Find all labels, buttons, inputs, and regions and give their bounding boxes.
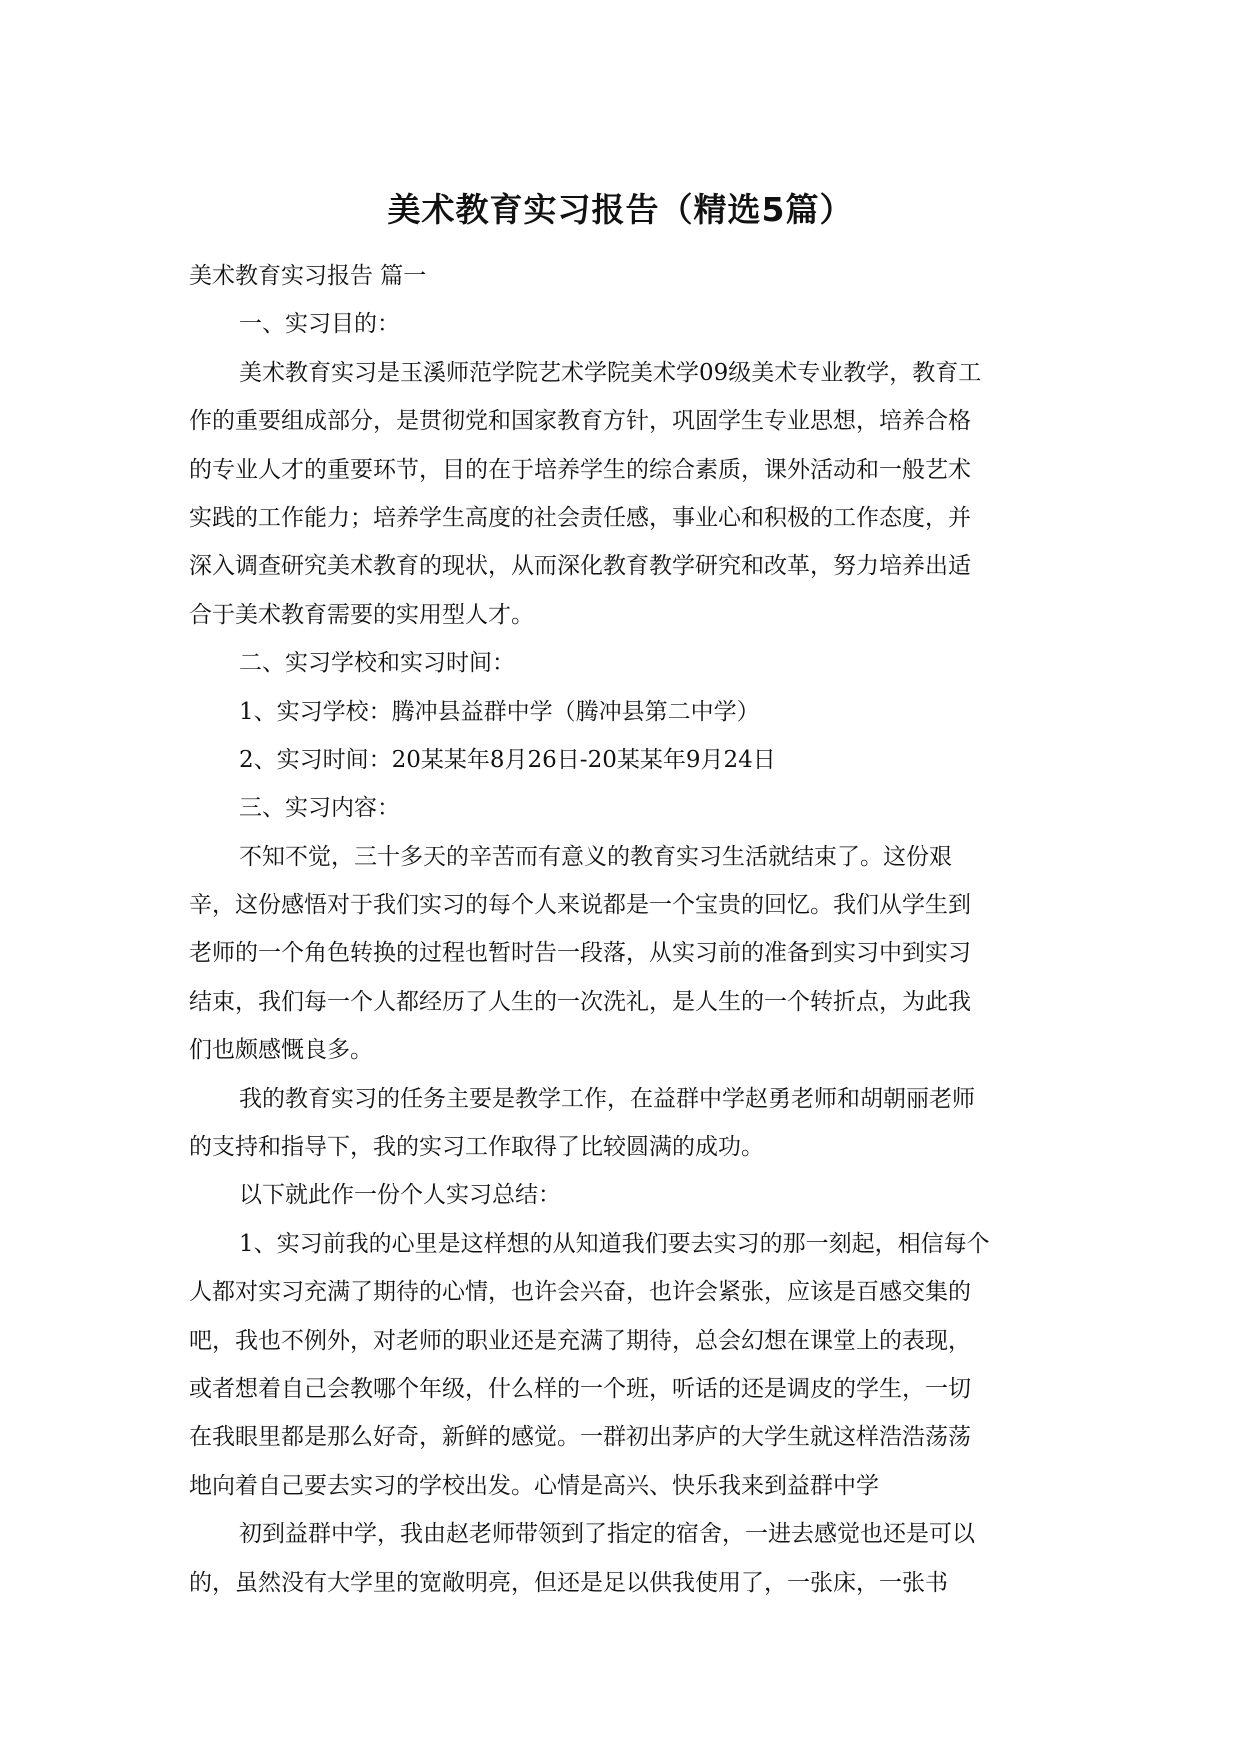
text-line: 不知不觉，三十多天的辛苦而有意义的教育实习生活就结束了。这份艰 [239, 843, 952, 870]
subheading-content: 三、实习内容： [239, 795, 400, 822]
section-heading: 美术教育实习报告 篇一 [189, 263, 427, 289]
text-line: 1、实习前我的心里是这样想的从知道我们要去实习的那一刻起，相信每个 [239, 1230, 990, 1257]
text-line: 或者想着自己会教哪个年级，什么样的一个班，听话的还是调皮的学生，一切 [189, 1375, 971, 1402]
text-line: 的支持和指导下，我的实习工作取得了比较圆满的成功。 [189, 1134, 764, 1161]
text-line: 结束，我们每一个人都经历了人生的一次洗礼，是人生的一个转折点，为此我 [189, 988, 971, 1015]
text-line: 美术教育实习是玉溪师范学院艺术学院美术学09级美术专业教学，教育工 [239, 359, 982, 386]
text-line: 作的重要组成部分，是贯彻党和国家教育方针，巩固学生专业思想，培养合格 [189, 408, 971, 435]
document-body [189, 252, 1059, 1607]
text-line: 地向着自己要去实习的学校出发。心情是高兴、快乐我来到益群中学 [189, 1472, 879, 1499]
text-line: 1、实习学校：腾冲县益群中学（腾冲县第二中学） [239, 698, 760, 725]
text-line: 实践的工作能力；培养学生高度的社会责任感，事业心和积极的工作态度，并 [189, 504, 971, 531]
text-line: 在我眼里都是那么好奇，新鲜的感觉。一群初出茅庐的大学生就这样浩浩荡荡 [189, 1424, 971, 1451]
text-line: 合于美术教育需要的实用型人才。 [189, 601, 534, 628]
text-line: 们也颇感慨良多。 [189, 1037, 373, 1064]
subheading-school-time: 二、实习学校和实习时间： [239, 650, 515, 677]
text-line: 老师的一个角色转换的过程也暂时告一段落，从实习前的准备到实习中到实习 [189, 940, 971, 967]
text-line: 2、实习时间：20某某年8月26日-20某某年9月24日 [239, 746, 776, 773]
text-line: 辛，这份感悟对于我们实习的每个人来说都是一个宝贵的回忆。我们从学生到 [189, 892, 971, 919]
text-line: 的专业人才的重要环节，目的在于培养学生的综合素质，课外活动和一般艺术 [189, 456, 971, 483]
subheading-purpose: 一、实习目的： [239, 311, 400, 338]
text-line: 初到益群中学，我由赵老师带领到了指定的宿舍，一进去感觉也还是可以 [239, 1521, 975, 1548]
text-line: 深入调查研究美术教育的现状，从而深化教育教学研究和改革，努力培养出适 [189, 553, 971, 580]
text-line: 我的教育实习的任务主要是教学工作，在益群中学赵勇老师和胡朝丽老师 [239, 1085, 975, 1112]
text-line: 以下就此作一份个人实习总结： [239, 1182, 561, 1209]
text-line: 的，虽然没有大学里的宽敞明亮，但还是足以供我使用了，一张床，一张书 [189, 1569, 948, 1596]
text-line: 吧，我也不例外，对老师的职业还是充满了期待，总会幻想在课堂上的表现， [189, 1327, 971, 1354]
text-line: 人都对实习充满了期待的心情，也许会兴奋，也许会紧张，应该是百感交集的 [189, 1279, 971, 1306]
document-title: 美术教育实习报告（精选5篇） [387, 190, 854, 229]
